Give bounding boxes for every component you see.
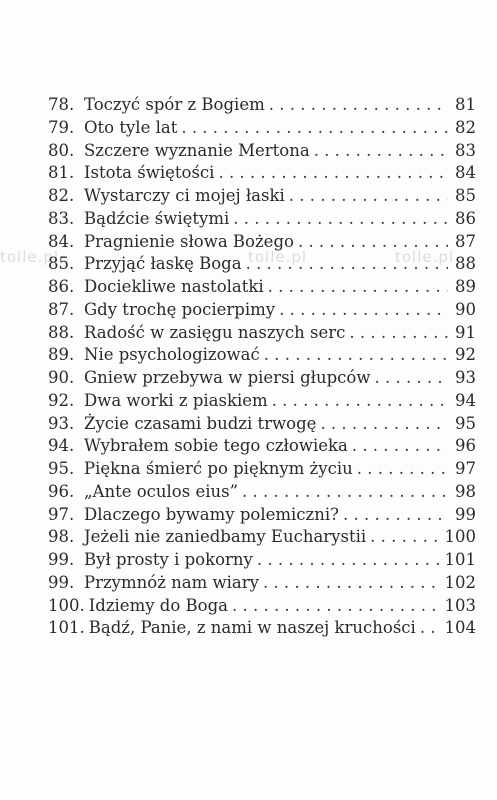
toc-entry-title: Piękna śmierć po pięknym życiu <box>84 459 353 478</box>
toc-entry-number: 97. <box>48 504 75 524</box>
toc-entry <box>48 186 476 209</box>
dot-leader <box>298 232 448 251</box>
table-of-contents <box>48 95 476 641</box>
dot-leader <box>349 323 448 342</box>
toc-entry-page-number: 85 <box>455 186 476 205</box>
toc-entry-title: Radość w zasięgu naszych serc <box>84 322 346 342</box>
dot-leader <box>242 482 448 501</box>
toc-entry-page-number: 103 <box>444 595 476 615</box>
dot-leader <box>374 368 448 387</box>
toc-entry-number: 99. <box>48 550 75 569</box>
watermark-middle: tolle.pl <box>248 248 308 266</box>
toc-entry-title: Przymnóż nam wiary <box>84 572 259 592</box>
toc-entry-number: 80. <box>48 140 75 160</box>
toc-entry-page-number: 104 <box>444 618 476 638</box>
watermark-right: tolle.pl <box>395 248 455 266</box>
toc-entry-page-number: 95 <box>455 413 476 433</box>
toc-entry <box>48 436 476 459</box>
toc-entry-title: Dwa worki z piaskiem <box>84 390 268 410</box>
toc-entry-title: Oto tyle lat <box>84 117 178 137</box>
toc-entry <box>48 482 476 505</box>
dot-leader <box>357 459 448 478</box>
toc-entry-title: Jeżeli nie zaniedbamy Eucharystii <box>84 527 367 547</box>
dot-leader <box>268 277 448 296</box>
toc-entry-title: Szczere wyznanie Mertona <box>84 140 310 160</box>
toc-entry <box>48 505 476 528</box>
toc-entry-number: 93. <box>48 413 75 433</box>
dot-leader <box>232 596 441 615</box>
dot-leader <box>289 186 448 205</box>
toc-entry-page-number: 94 <box>455 390 476 410</box>
toc-entry-number: 83. <box>48 208 75 228</box>
toc-entry <box>48 550 476 573</box>
toc-entry <box>48 141 476 164</box>
dot-leader <box>352 436 448 455</box>
toc-entry-page-number: 89 <box>455 277 476 296</box>
dot-leader <box>263 573 441 592</box>
toc-entry-page-number: 100 <box>444 527 476 547</box>
toc-entry-title: Pragnienie słowa Bożego <box>84 231 294 251</box>
toc-entry-title: Toczyć spór z Bogiem <box>84 95 265 114</box>
toc-entry-page-number: 82 <box>455 117 476 137</box>
toc-entry <box>48 300 476 323</box>
toc-entry <box>48 345 476 368</box>
toc-entry-title: Idziemy do Boga <box>88 595 228 615</box>
toc-entry-page-number: 101 <box>444 550 476 569</box>
toc-entry-page-number: 81 <box>455 95 476 114</box>
toc-entry-title: Nie psychologizować <box>84 345 260 365</box>
toc-entry-page-number: 87 <box>455 231 476 251</box>
toc-entry <box>48 232 476 255</box>
toc-entry-title: Przyjąć łaskę Boga <box>84 254 242 274</box>
dot-leader <box>181 118 448 137</box>
toc-entry-number: 88. <box>48 322 75 342</box>
toc-entry-page-number: 102 <box>444 572 476 592</box>
toc-entry-number: 82. <box>48 186 75 205</box>
toc-entry <box>48 368 476 391</box>
toc-entry-number: 95. <box>48 459 75 478</box>
dot-leader <box>370 527 440 546</box>
toc-entry-number: 78. <box>48 95 75 114</box>
toc-entry-number: 101. <box>48 618 85 638</box>
toc-entry <box>48 209 476 232</box>
toc-entry-number: 87. <box>48 299 75 319</box>
toc-entry-page-number: 91 <box>455 322 476 342</box>
toc-entry-number: 81. <box>48 163 75 183</box>
toc-entry-title: Gniew przebywa w piersi głupców <box>84 368 371 387</box>
toc-entry-page-number: 86 <box>455 208 476 228</box>
toc-entry-page-number: 97 <box>455 459 476 478</box>
toc-entry-title: Dlaczego bywamy polemiczni? <box>84 504 339 524</box>
toc-entry-page-number: 90 <box>455 299 476 319</box>
dot-leader <box>343 505 448 524</box>
toc-entry <box>48 118 476 141</box>
toc-entry-number: 92. <box>48 390 75 410</box>
dot-leader <box>233 209 448 228</box>
toc-entry-title: Istota świętości <box>84 163 215 183</box>
toc-entry <box>48 459 476 482</box>
dot-leader <box>272 391 448 410</box>
toc-entry-page-number: 83 <box>455 140 476 160</box>
toc-entry-number: 100. <box>48 595 85 615</box>
toc-entry-title: Był prosty i pokorny <box>84 550 253 569</box>
toc-entry-page-number: 96 <box>455 436 476 456</box>
watermark-left: tolle.pl <box>0 248 60 266</box>
dot-leader <box>257 550 441 569</box>
toc-entry-number: 85. <box>48 254 75 274</box>
toc-entry-number: 90. <box>48 368 75 387</box>
dot-leader <box>314 141 448 160</box>
toc-entry-page-number: 84 <box>455 163 476 183</box>
toc-entry-title: „Ante oculos eius” <box>84 481 239 501</box>
toc-entry-title: Gdy trochę pocierpimy <box>84 299 276 319</box>
dot-leader <box>246 254 448 273</box>
toc-entry-title: Bądźcie świętymi <box>84 208 230 228</box>
toc-entry <box>48 414 476 437</box>
toc-entry <box>48 618 476 641</box>
toc-entry-title: Wybrałem sobie tego człowieka <box>84 436 348 456</box>
toc-entry-page-number: 93 <box>455 368 476 387</box>
toc-entry-number: 89. <box>48 345 75 365</box>
dot-leader <box>264 345 448 364</box>
toc-entry <box>48 95 476 118</box>
toc-entry <box>48 163 476 186</box>
toc-entry <box>48 527 476 550</box>
toc-entry-title: Życie czasami budzi trwogę <box>84 413 317 433</box>
toc-entry-page-number: 88 <box>455 254 476 274</box>
toc-entry-number: 94. <box>48 436 75 456</box>
toc-entry-number: 96. <box>48 481 75 501</box>
dot-leader <box>269 95 448 114</box>
toc-entry-number: 98. <box>48 527 75 547</box>
toc-entry-page-number: 99 <box>455 504 476 524</box>
toc-entry-title: Wystarczy ci mojej łaski <box>84 186 285 205</box>
toc-entry <box>48 254 476 277</box>
toc-entry <box>48 391 476 414</box>
dot-leader <box>279 300 448 319</box>
dot-leader <box>218 163 448 182</box>
toc-entry-title: Bądź, Panie, z nami w naszej kruchości <box>88 618 416 638</box>
dot-leader <box>420 618 441 637</box>
toc-entry <box>48 323 476 346</box>
toc-entry-page-number: 98 <box>455 481 476 501</box>
toc-entry-number: 84. <box>48 231 75 251</box>
toc-entry <box>48 573 476 596</box>
dot-leader <box>320 414 448 433</box>
toc-entry-number: 99. <box>48 572 75 592</box>
toc-entry-title: Dociekliwe nastolatki <box>84 277 264 296</box>
toc-entry <box>48 277 476 300</box>
toc-entry-page-number: 92 <box>455 345 476 365</box>
toc-entry <box>48 596 476 619</box>
toc-entry-number: 86. <box>48 277 75 296</box>
toc-entry-number: 79. <box>48 117 75 137</box>
